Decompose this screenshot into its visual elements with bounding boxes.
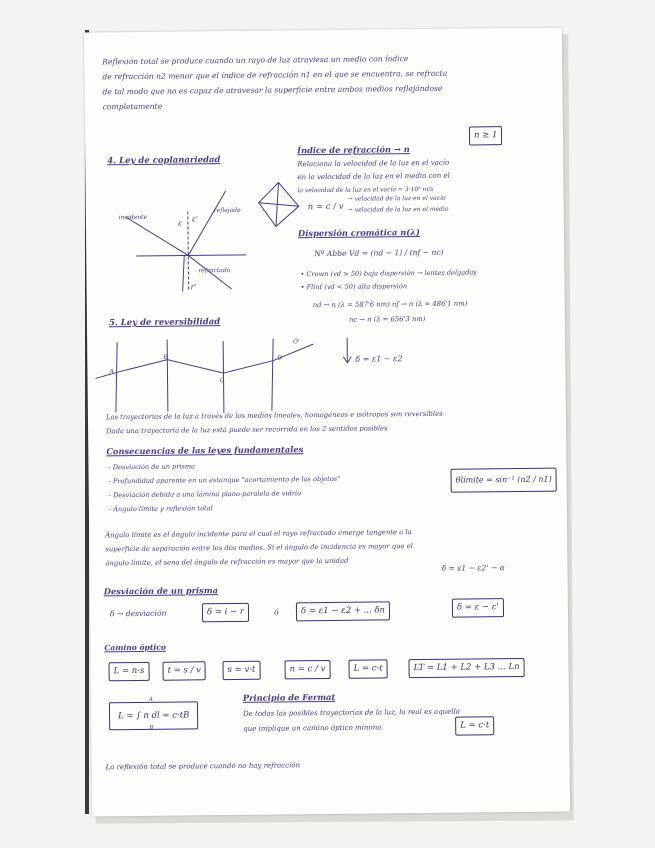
consequences-title: Consecuencias de las leyes fundamentales [106, 444, 304, 457]
text-line: ángulo límite, el seno del ángulo de refracción es mayor que la unidad [105, 556, 349, 568]
list-item: • Flint (vd < 50) alta dispersión [300, 282, 408, 292]
text-line: Relaciona la velocidad de la luz en el vacío [297, 158, 450, 169]
integral-lower-limit: B [149, 724, 154, 731]
formula-box-l-ns: L = n·s [109, 662, 150, 681]
deviation-formula-right: δ = ε1 − ε2' − α [441, 563, 505, 573]
text-line: De todas las posibles trayectorias de la luz, la real es aquella [243, 707, 461, 718]
label-incident: incidente [118, 213, 148, 222]
text-line: Las trayectorias de la luz a través de los medios lineales, homogéneos e isótropos son reversibles [105, 409, 443, 422]
text-line: completamente [102, 101, 163, 112]
text-line: nd → n (λ = 587'6 nm) nf → n (λ = 486'1 nm) [312, 299, 468, 310]
formula-box-s-vt: s = v·t [222, 661, 260, 680]
list-item: - Desviación de un prisma [108, 462, 196, 472]
deviation-box-1: δ = i − r [202, 603, 249, 622]
formula-box-l-total: LT = L1 + L2 + L3 ... Ln [408, 658, 524, 678]
dispersion-title: Dispersión cromática n(λ) [297, 227, 420, 239]
coplanarity-title: 4. Ley de coplanariedad [107, 155, 221, 167]
text-line: la velocidad de la luz en el vacío = 3·10⁸ m/s [297, 185, 434, 195]
point-b: B [163, 353, 168, 361]
formula-box-l-ct: L = c·t [348, 659, 387, 678]
abbe-number: Nº Abbe Vd = (nd − 1) / (nf − nc) [314, 247, 444, 259]
formula-box-n-cv: n = c / v [284, 660, 330, 679]
consequences-list [108, 458, 340, 516]
deviation-label: δ → desviación [109, 608, 167, 619]
integral-box: L = ∫ n dl = c·tB [109, 701, 199, 730]
prism-sketch [253, 180, 304, 231]
text-line: de tal modo que no es capaz de atravesar la superficie entre ambos medios reflejándose [102, 83, 443, 97]
dispersion-items [300, 266, 477, 294]
deviation-box-2: δ = ε1 − ε2 + ... δn [296, 601, 390, 621]
label-refracted: refractado [198, 267, 231, 275]
delta-formula: δ = ε1 − ε2 [355, 354, 403, 364]
list-item: - Profundidad aparente en un estanque "acortamiento de los objetos" [108, 474, 341, 486]
integral-upper-limit: A [148, 696, 153, 703]
fermat-text [243, 705, 460, 737]
label-angle-e-prime: ε' [191, 214, 199, 224]
fermat-box: L = c·t [455, 716, 494, 735]
reversibility-title: 5. Ley de reversibilidad [108, 317, 221, 329]
text-line: de refracción n2 menor que el índice de refracción n1 en el que se encuentra, se refracta [102, 68, 448, 82]
text-line: Ángulo límite es el ángulo incidente para el cual el rayo refractado emerge tangente a la [105, 528, 412, 540]
text-line: → velocidad de la luz en el medio [347, 205, 449, 214]
label-angle-e: ε [177, 218, 183, 228]
refraction-index-title: Índice de refracción → n [297, 144, 410, 156]
point-d: D [277, 354, 283, 362]
text-line: que implique un camino óptico mínimo [243, 723, 382, 733]
limit-angle-box: θlímite = sin⁻¹ (n2 / n1) [450, 468, 556, 493]
fermat-title: Principio de Fermat [242, 691, 336, 703]
limit-angle-text [105, 525, 413, 570]
text-line: Reflexión total se produce cuando un rayo de luz atraviesa un medio con índice [102, 54, 409, 67]
label-reflected: reflejado [213, 206, 241, 215]
text-line: Dada una trayectoria de la luz está puede ser recorrida en los 2 sentidos posibles [106, 424, 388, 436]
text-line: en la velocidad de la luz en el medio con el [297, 171, 450, 182]
text-line: nc → n (λ = 656'3 nm) [348, 314, 426, 324]
point-c: C [219, 377, 225, 385]
list-item: • Crown (vd > 50) baja dispersión → lentes delgadas [300, 268, 477, 279]
point-a: A [109, 368, 114, 376]
notebook-page [84, 28, 570, 817]
list-item: - Desviación debida a una lámina plano-paralela de vidrio [108, 489, 302, 500]
formula-n-c-v: n = c / v [307, 201, 344, 213]
text-line: → velocidad de la luz en el vacío [347, 194, 446, 203]
total-reflection-paragraph [102, 51, 447, 115]
label-angle-r: r' [190, 282, 197, 292]
n-ge-1-box: n ≥ 1 [469, 126, 503, 145]
refraction-index-text [297, 157, 450, 198]
dispersion-wavelengths [313, 297, 468, 329]
list-item: - Ángulo límite y reflexión total [108, 504, 213, 514]
formula-notes [348, 193, 449, 216]
text-line: superficie de separación entre los dos medios. Si el ángulo de incidencia es mayor que el [105, 542, 413, 554]
formula-box-t-sv: t = s / v [163, 661, 207, 680]
prism-title: Desviación de un prisma [103, 585, 219, 597]
reversibility-text [106, 407, 443, 439]
deviation-box-3: δ = ε − ε' [452, 598, 504, 618]
or-text: ó [273, 607, 279, 617]
footer-note: La reflexión total se produce cuando no hay refracción [105, 761, 301, 772]
arrow-down [343, 338, 355, 368]
point-o-prime: O' [293, 338, 300, 346]
optical-path-title: Camino óptico [104, 642, 166, 653]
